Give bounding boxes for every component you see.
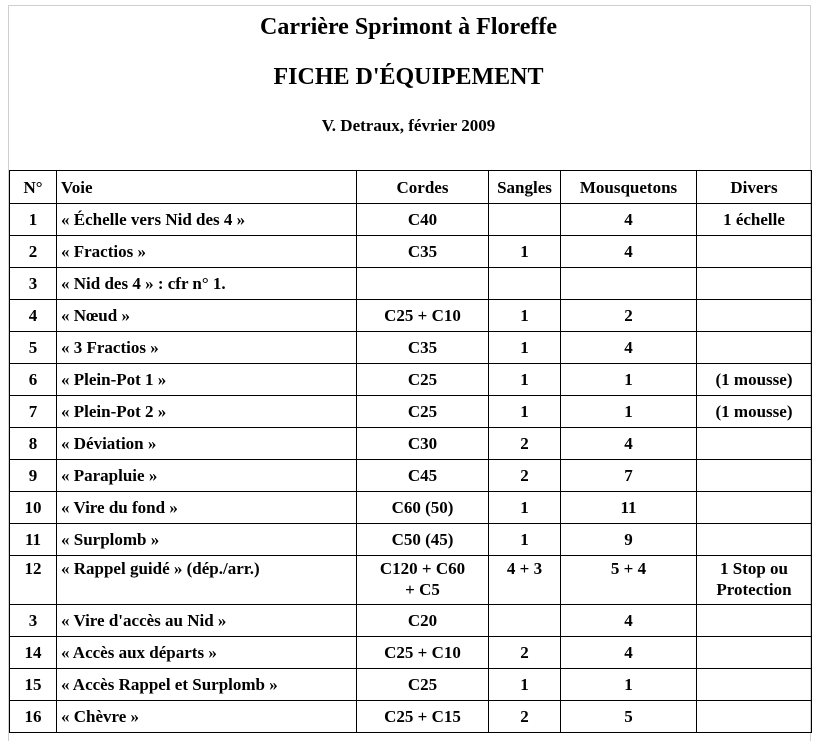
cell-cordes: C35 [357,332,489,364]
cell-cordes: C25 + C10 [357,637,489,669]
cell-divers [697,268,812,300]
table-row [10,605,812,637]
table-row [10,204,812,236]
cell-mousquetons: 4 [561,204,697,236]
cell-mousquetons: 1 [561,364,697,396]
cell-mousquetons: 4 [561,637,697,669]
cell-no: 12 [10,556,57,605]
cell-cordes: C25 + C15 [357,701,489,733]
cell-cordes [357,268,489,300]
table-row [10,492,812,524]
cell-sangles: 1 [489,524,561,556]
cell-sangles: 1 [489,492,561,524]
cell-no: 14 [10,637,57,669]
cell-cordes: C25 [357,364,489,396]
cell-cordes: C25 [357,669,489,701]
cell-divers [697,236,812,268]
cell-cordes: C120 + C60 + C5 [357,556,489,605]
cell-no: 11 [10,524,57,556]
cell-voie: « Nœud » [57,300,357,332]
table-row [10,524,812,556]
column-header-voie: Voie [57,171,357,204]
column-header-mousquetons: Mousquetons [561,171,697,204]
table-row [10,428,812,460]
cell-mousquetons: 7 [561,460,697,492]
cell-divers [697,300,812,332]
cell-cordes: C60 (50) [357,492,489,524]
cell-no: 3 [10,268,57,300]
cell-no: 4 [10,300,57,332]
cell-voie: « Échelle vers Nid des 4 » [57,204,357,236]
cell-voie: « Fractios » [57,236,357,268]
cell-no: 5 [10,332,57,364]
cell-sangles: 1 [489,332,561,364]
cell-divers [697,492,812,524]
cell-no: 16 [10,701,57,733]
cell-cordes: C20 [357,605,489,637]
cell-divers [697,460,812,492]
cell-no: 15 [10,669,57,701]
cell-no: 10 [10,492,57,524]
document-author: V. Detraux, février 2009 [321,116,496,135]
column-header-cordes: Cordes [357,171,489,204]
column-header-no: N° [10,171,57,204]
cell-mousquetons: 4 [561,605,697,637]
cell-mousquetons: 1 [561,669,697,701]
cell-mousquetons: 2 [561,300,697,332]
cell-no: 1 [10,204,57,236]
table-row [10,236,812,268]
cell-divers [697,428,812,460]
column-header-sangles: Sangles [489,171,561,204]
cell-divers [697,637,812,669]
cell-sangles: 1 [489,364,561,396]
cell-sangles: 4 + 3 [489,556,561,605]
table-row [10,701,812,733]
cell-mousquetons: 11 [561,492,697,524]
cell-cordes: C35 [357,236,489,268]
cell-no: 3 [10,605,57,637]
cell-sangles [489,268,561,300]
cell-voie: « Nid des 4 » : cfr n° 1. [57,268,357,300]
equipment-table [9,170,812,733]
column-header-divers: Divers [697,171,812,204]
cell-voie: « Déviation » [57,428,357,460]
cell-divers [697,524,812,556]
cell-sangles: 2 [489,428,561,460]
cell-sangles: 2 [489,701,561,733]
cell-no: 8 [10,428,57,460]
cell-voie: « Vire d'accès au Nid » [57,605,357,637]
cell-cordes: C50 (45) [357,524,489,556]
table-row [10,669,812,701]
cell-no: 6 [10,364,57,396]
cell-divers: 1 Stop ou Protection [697,556,812,605]
cell-sangles: 1 [489,669,561,701]
cell-sangles: 1 [489,300,561,332]
table-row [10,460,812,492]
cell-sangles: 1 [489,396,561,428]
table-row [10,268,812,300]
document-subtitle: FICHE D'ÉQUIPEMENT [273,64,544,90]
cell-no: 2 [10,236,57,268]
cell-cordes: C25 + C10 [357,300,489,332]
cell-mousquetons: 1 [561,396,697,428]
cell-voie: « Accès Rappel et Surplomb » [57,669,357,701]
cell-no: 7 [10,396,57,428]
cell-divers [697,701,812,733]
cell-cordes: C25 [357,396,489,428]
cell-divers: (1 mousse) [697,364,812,396]
cell-voie: « Rappel guidé » (dép./arr.) [57,556,357,605]
cell-voie: « Vire du fond » [57,492,357,524]
cell-sangles: 2 [489,637,561,669]
cell-voie: « Surplomb » [57,524,357,556]
cell-voie: « Plein-Pot 1 » [57,364,357,396]
cell-mousquetons: 4 [561,332,697,364]
cell-cordes: C30 [357,428,489,460]
cell-no: 9 [10,460,57,492]
cell-divers [697,605,812,637]
cell-mousquetons: 4 [561,236,697,268]
cell-mousquetons: 5 + 4 [561,556,697,605]
cell-sangles: 2 [489,460,561,492]
cell-voie: « Chèvre » [57,701,357,733]
cell-divers: (1 mousse) [697,396,812,428]
cell-mousquetons: 4 [561,428,697,460]
cell-voie: « Parapluie » [57,460,357,492]
cell-voie: « Plein-Pot 2 » [57,396,357,428]
cell-sangles [489,605,561,637]
cell-mousquetons [561,268,697,300]
cell-divers [697,332,812,364]
document-title: Carrière Sprimont à Floreffe [259,14,557,40]
table-row [10,637,812,669]
table-row [10,364,812,396]
cell-divers: 1 échelle [697,204,812,236]
table-row [10,556,812,605]
cell-mousquetons: 5 [561,701,697,733]
cell-cordes: C40 [357,204,489,236]
cell-voie: « Accès aux départs » [57,637,357,669]
cell-divers [697,669,812,701]
cell-voie: « 3 Fractios » [57,332,357,364]
cell-cordes: C45 [357,460,489,492]
table-row [10,332,812,364]
table-header-row [10,171,812,204]
cell-sangles: 1 [489,236,561,268]
table-row [10,396,812,428]
cell-mousquetons: 9 [561,524,697,556]
cell-sangles [489,204,561,236]
table-row [10,300,812,332]
